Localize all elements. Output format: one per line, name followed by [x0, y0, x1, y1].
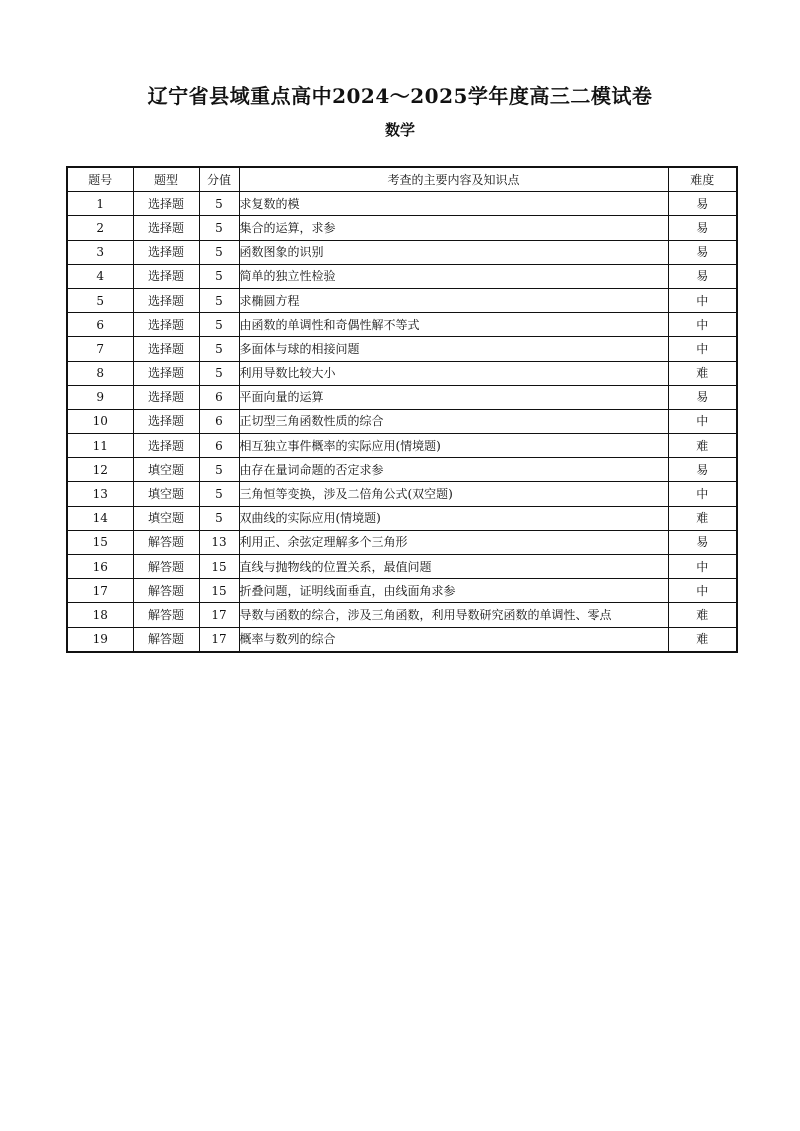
score-cell: 5	[199, 337, 239, 361]
question-number-cell: 13	[67, 482, 133, 506]
difficulty-cell: 难	[668, 506, 737, 530]
question-type-cell: 选择题	[133, 264, 199, 288]
difficulty-cell: 易	[668, 240, 737, 264]
table-row	[67, 530, 737, 554]
table-row	[67, 216, 737, 240]
question-number-cell: 19	[67, 627, 133, 652]
difficulty-cell: 中	[668, 579, 737, 603]
table-row	[67, 409, 737, 433]
question-number-cell: 6	[67, 313, 133, 337]
question-number-cell: 8	[67, 361, 133, 385]
difficulty-cell: 中	[668, 555, 737, 579]
question-number-cell: 18	[67, 603, 133, 627]
score-cell: 5	[199, 482, 239, 506]
table-row	[67, 337, 737, 361]
question-type-cell: 解答题	[133, 603, 199, 627]
question-number-cell: 10	[67, 409, 133, 433]
content-cell: 由存在量词命题的否定求参	[239, 458, 668, 482]
question-type-cell: 填空题	[133, 506, 199, 530]
question-number-cell: 3	[67, 240, 133, 264]
content-cell: 求复数的模	[239, 192, 668, 216]
table-row	[67, 627, 737, 652]
content-cell: 集合的运算，求参	[239, 216, 668, 240]
question-number-cell: 2	[67, 216, 133, 240]
score-cell: 15	[199, 579, 239, 603]
question-type-cell: 选择题	[133, 385, 199, 409]
difficulty-cell: 中	[668, 409, 737, 433]
question-type-cell: 解答题	[133, 530, 199, 554]
score-cell: 5	[199, 313, 239, 337]
content-cell: 求椭圆方程	[239, 288, 668, 312]
table-row	[67, 385, 737, 409]
difficulty-cell: 中	[668, 337, 737, 361]
difficulty-cell: 难	[668, 434, 737, 458]
score-cell: 17	[199, 627, 239, 652]
question-type-cell: 选择题	[133, 434, 199, 458]
header-question-type: 题型	[133, 167, 199, 192]
content-cell: 利用正、余弦定理解多个三角形	[239, 530, 668, 554]
exam-spec-table	[66, 166, 738, 653]
question-type-cell: 解答题	[133, 627, 199, 652]
content-cell: 简单的独立性检验	[239, 264, 668, 288]
score-cell: 5	[199, 264, 239, 288]
header-difficulty: 难度	[668, 167, 737, 192]
question-number-cell: 15	[67, 530, 133, 554]
table-header-row	[67, 167, 737, 192]
content-cell: 三角恒等变换，涉及二倍角公式(双空题)	[239, 482, 668, 506]
question-number-cell: 16	[67, 555, 133, 579]
header-question-number: 题号	[67, 167, 133, 192]
header-score: 分值	[199, 167, 239, 192]
question-number-cell: 9	[67, 385, 133, 409]
question-type-cell: 选择题	[133, 409, 199, 433]
table-row	[67, 506, 737, 530]
difficulty-cell: 难	[668, 603, 737, 627]
question-number-cell: 17	[67, 579, 133, 603]
difficulty-cell: 易	[668, 458, 737, 482]
content-cell: 概率与数列的综合	[239, 627, 668, 652]
question-number-cell: 1	[67, 192, 133, 216]
question-number-cell: 12	[67, 458, 133, 482]
question-type-cell: 选择题	[133, 313, 199, 337]
difficulty-cell: 中	[668, 482, 737, 506]
content-cell: 直线与抛物线的位置关系，最值问题	[239, 555, 668, 579]
question-number-cell: 4	[67, 264, 133, 288]
score-cell: 5	[199, 216, 239, 240]
score-cell: 5	[199, 361, 239, 385]
table-body	[67, 192, 737, 652]
question-number-cell: 7	[67, 337, 133, 361]
content-cell: 相互独立事件概率的实际应用(情境题)	[239, 434, 668, 458]
difficulty-cell: 难	[668, 361, 737, 385]
difficulty-cell: 易	[668, 192, 737, 216]
difficulty-cell: 难	[668, 627, 737, 652]
score-cell: 5	[199, 458, 239, 482]
content-cell: 平面向量的运算	[239, 385, 668, 409]
question-type-cell: 解答题	[133, 579, 199, 603]
table-row	[67, 288, 737, 312]
difficulty-cell: 易	[668, 385, 737, 409]
question-number-cell: 11	[67, 434, 133, 458]
header-content: 考查的主要内容及知识点	[239, 167, 668, 192]
score-cell: 5	[199, 192, 239, 216]
score-cell: 6	[199, 434, 239, 458]
table-row	[67, 434, 737, 458]
table-row	[67, 361, 737, 385]
question-type-cell: 选择题	[133, 361, 199, 385]
question-type-cell: 填空题	[133, 482, 199, 506]
score-cell: 17	[199, 603, 239, 627]
score-cell: 6	[199, 385, 239, 409]
content-cell: 导数与函数的综合，涉及三角函数，利用导数研究函数的单调性、零点	[239, 603, 668, 627]
score-cell: 15	[199, 555, 239, 579]
difficulty-cell: 中	[668, 313, 737, 337]
table-row	[67, 313, 737, 337]
table-row	[67, 579, 737, 603]
question-type-cell: 选择题	[133, 192, 199, 216]
score-cell: 6	[199, 409, 239, 433]
content-cell: 多面体与球的相接问题	[239, 337, 668, 361]
score-cell: 5	[199, 240, 239, 264]
difficulty-cell: 中	[668, 288, 737, 312]
difficulty-cell: 易	[668, 216, 737, 240]
content-cell: 正切型三角函数性质的综合	[239, 409, 668, 433]
page-subtitle: 数学	[384, 121, 415, 139]
content-cell: 双曲线的实际应用(情境题)	[239, 506, 668, 530]
difficulty-cell: 易	[668, 264, 737, 288]
content-cell: 利用导数比较大小	[239, 361, 668, 385]
table-row	[67, 603, 737, 627]
score-cell: 5	[199, 288, 239, 312]
question-type-cell: 选择题	[133, 337, 199, 361]
content-cell: 函数图象的识别	[239, 240, 668, 264]
score-cell: 5	[199, 506, 239, 530]
question-type-cell: 选择题	[133, 288, 199, 312]
content-cell: 由函数的单调性和奇偶性解不等式	[239, 313, 668, 337]
page-title: 辽宁省县域重点高中2024～2025学年度高三二模试卷	[147, 84, 653, 108]
content-cell: 折叠问题，证明线面垂直，由线面角求参	[239, 579, 668, 603]
table-row	[67, 240, 737, 264]
question-type-cell: 解答题	[133, 555, 199, 579]
table-row	[67, 482, 737, 506]
score-cell: 13	[199, 530, 239, 554]
table-row	[67, 555, 737, 579]
table-row	[67, 192, 737, 216]
difficulty-cell: 易	[668, 530, 737, 554]
question-type-cell: 选择题	[133, 240, 199, 264]
question-number-cell: 5	[67, 288, 133, 312]
table-row	[67, 458, 737, 482]
question-type-cell: 选择题	[133, 216, 199, 240]
question-type-cell: 填空题	[133, 458, 199, 482]
table-row	[67, 264, 737, 288]
question-number-cell: 14	[67, 506, 133, 530]
